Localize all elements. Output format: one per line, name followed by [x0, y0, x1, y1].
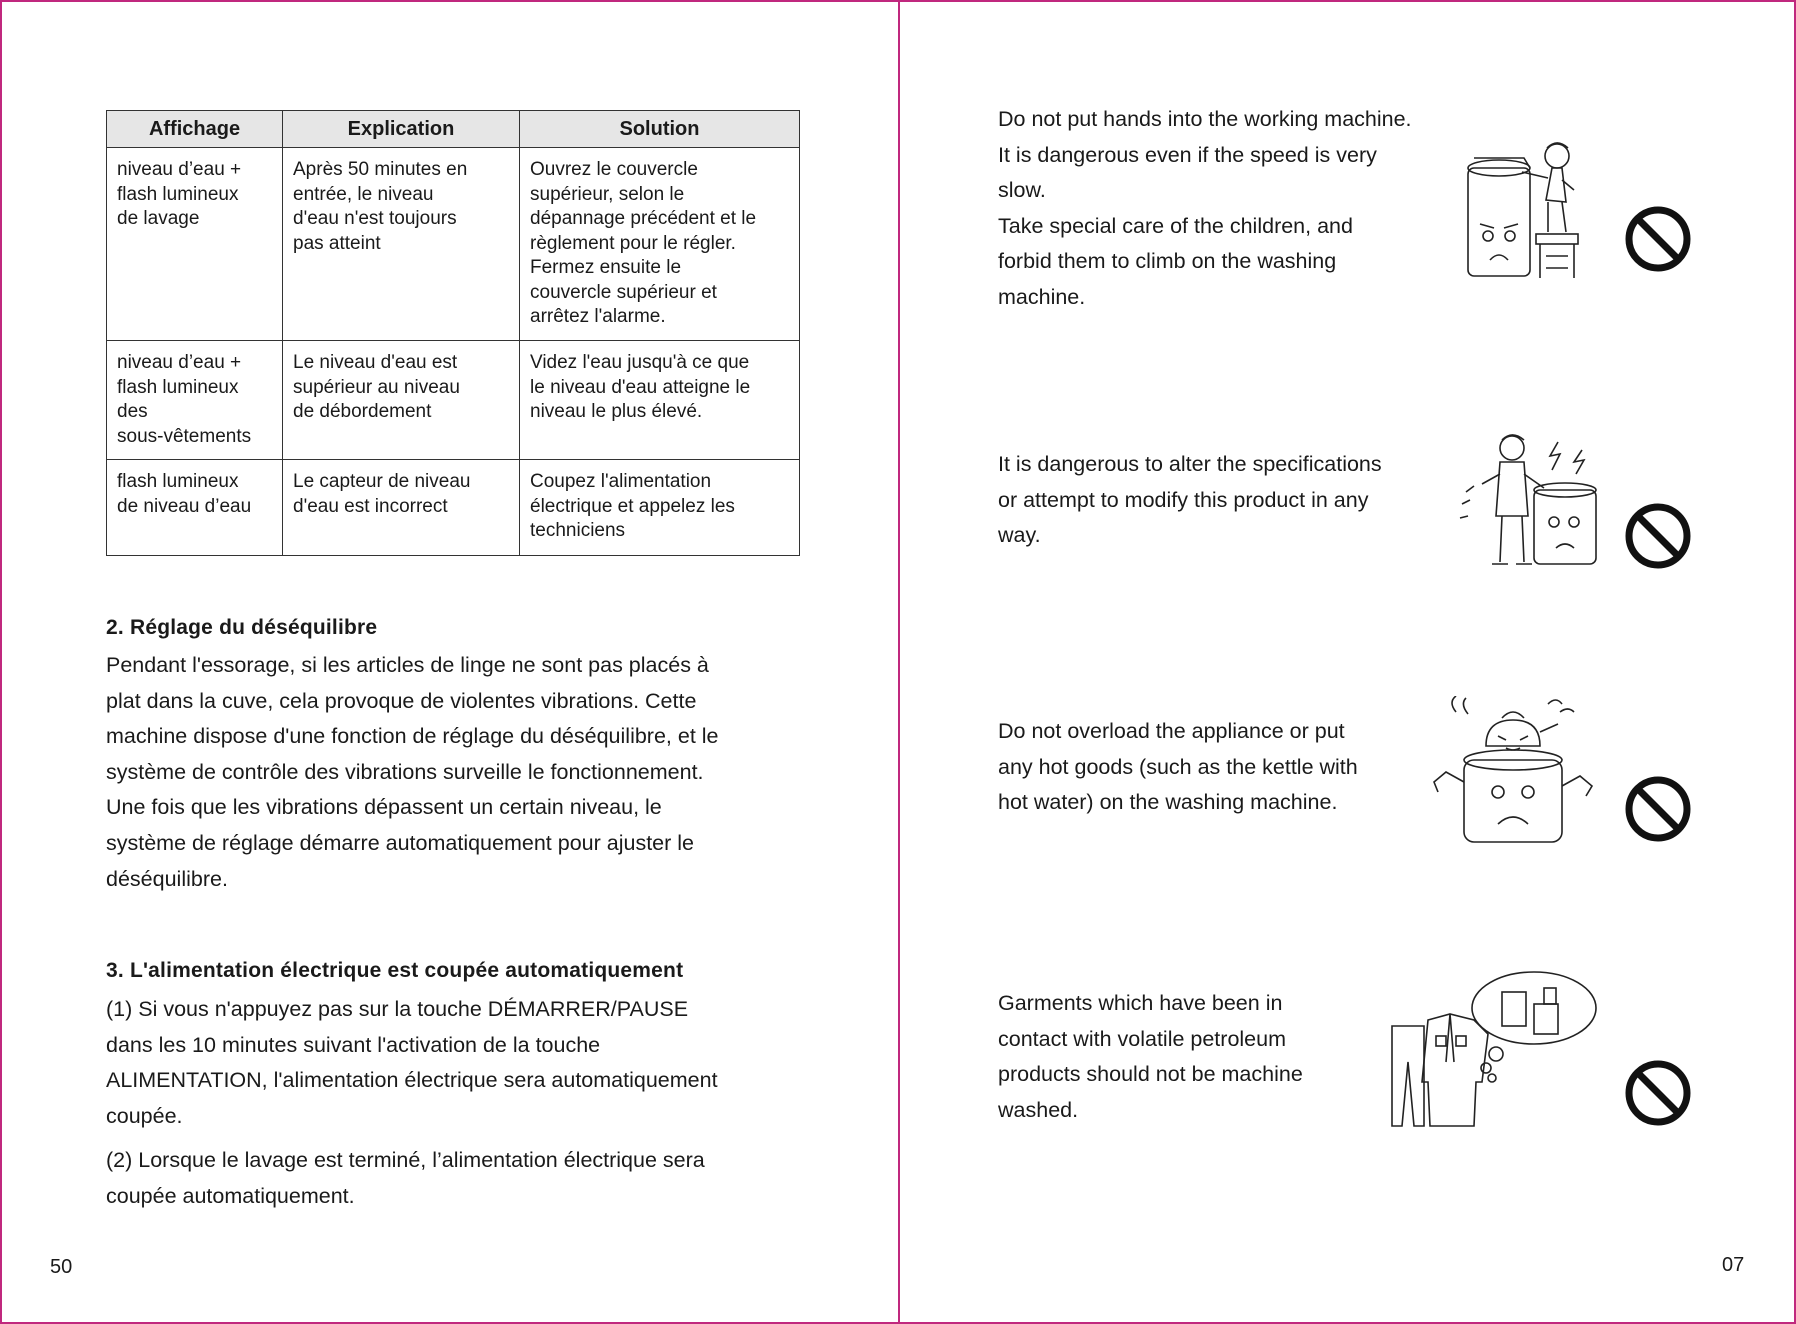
- prohibited-icon: [1624, 775, 1692, 843]
- kettle-on-washer-illustration: [1428, 696, 1604, 846]
- table-cell: niveau d’eau + flash lumineux des sous-vêtements: [107, 341, 283, 460]
- table-cell: Après 50 minutes en entrée, le niveau d'eau n'est toujours pas atteint: [283, 148, 520, 341]
- table-cell: flash lumineux de niveau d’eau: [107, 460, 283, 556]
- man-modifying-washer-illustration: [1452, 430, 1602, 570]
- header-explication: Explication: [283, 111, 520, 148]
- table-cell: Coupez l'alimentation électrique et appelez les techniciens: [520, 460, 800, 556]
- prohibited-icon: [1624, 1059, 1692, 1127]
- warning-4-text: Garments which have been in contact with volatile petroleum products should not be machine washed.: [998, 991, 1303, 1122]
- section-2-text: Pendant l'essorage, si les articles de linge ne sont pas placés à plat dans la cuve, cela provoque de violentes vibrations. Cette machine dispose d'une fonction de réglage du déséquilibre, et le système de contrôle des vibrations surveille le fonctionnement. Une fois que les vibrations dépassent un certain niveau, le système de réglage démarre automatiquement pour ajuster le déséquilibre.: [106, 653, 719, 891]
- garments-petroleum-illustration: [1384, 970, 1604, 1128]
- table-row: [107, 341, 800, 460]
- prohibited-icon: [1624, 502, 1692, 570]
- table-cell: niveau d’eau + flash lumineux de lavage: [107, 148, 283, 341]
- page-number-right: 07: [1722, 1254, 1745, 1276]
- page-number-left: 50: [50, 1256, 73, 1278]
- table-cell: Ouvrez le couvercle supérieur, selon le dépannage précédent et le règlement pour le régler. Fermez ensuite le couvercle supérieur et arrêtez l'alarme.: [520, 148, 800, 341]
- header-affichage: Affichage: [107, 111, 283, 148]
- header-solution: Solution: [520, 111, 800, 148]
- table-cell: Le niveau d'eau est supérieur au niveau de débordement: [283, 341, 520, 460]
- table-cell: Videz l'eau jusqu'à ce que le niveau d'eau atteigne le niveau le plus élevé.: [520, 341, 800, 460]
- prohibited-icon: [1624, 205, 1692, 273]
- warning-3-text: Do not overload the appliance or put any hot goods (such as the kettle with hot water) on the washing machine.: [998, 719, 1358, 815]
- warning-1-text: Do not put hands into the working machine. It is dangerous even if the speed is very slow. Take special care of the children, and forbid them to climb on the washing machine.: [998, 107, 1412, 309]
- table-row: [107, 148, 800, 341]
- error-table: [106, 110, 800, 556]
- child-climbing-washer-illustration: [1462, 138, 1602, 280]
- table-header-row: [107, 111, 800, 148]
- section-3-para-1: (1) Si vous n'appuyez pas sur la touche DÉMARRER/PAUSE dans les 10 minutes suivant l'activation de la touche ALIMENTATION, l'alimentation électrique sera automatiquement coupée.: [106, 997, 718, 1128]
- section-3-title: 3. L'alimentation électrique est coupée automatiquement: [106, 959, 684, 982]
- table-cell: Le capteur de niveau d'eau est incorrect: [283, 460, 520, 556]
- table-row: [107, 460, 800, 556]
- section-3-para-2: (2) Lorsque le lavage est terminé, l’alimentation électrique sera coupée automatiquement.: [106, 1148, 705, 1208]
- warning-2-text: It is dangerous to alter the specifications or attempt to modify this product in any way.: [998, 452, 1382, 548]
- section-2-title: 2. Réglage du déséquilibre: [106, 616, 378, 639]
